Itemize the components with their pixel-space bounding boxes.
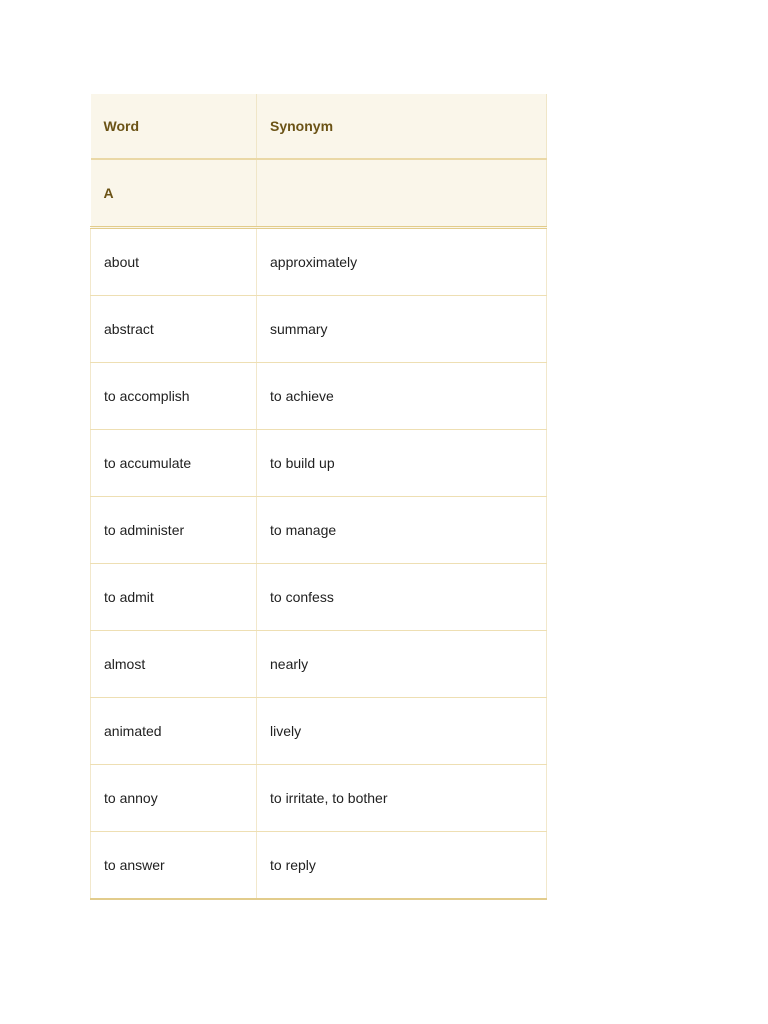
- word-cell: animated: [91, 698, 257, 765]
- table-row: [91, 228, 547, 296]
- table-row: [91, 363, 547, 430]
- word-cell: almost: [91, 631, 257, 698]
- word-cell: abstract: [91, 296, 257, 363]
- synonym-cell: lively: [257, 698, 547, 765]
- word-cell: to accumulate: [91, 430, 257, 497]
- header-synonym: Synonym: [257, 94, 547, 159]
- synonym-cell: nearly: [257, 631, 547, 698]
- table-row: [91, 296, 547, 363]
- synonym-table-container: [90, 94, 546, 900]
- table-row: [91, 765, 547, 832]
- synonym-cell: to achieve: [257, 363, 547, 430]
- synonym-cell: to build up: [257, 430, 547, 497]
- word-cell: about: [91, 228, 257, 296]
- table-row: [91, 564, 547, 631]
- header-word: Word: [91, 94, 257, 159]
- section-empty-cell: [257, 159, 547, 228]
- synonym-cell: to manage: [257, 497, 547, 564]
- table-row: [91, 698, 547, 765]
- synonym-cell: to irritate, to bother: [257, 765, 547, 832]
- table-row: [91, 430, 547, 497]
- word-cell: to answer: [91, 832, 257, 900]
- word-cell: to accomplish: [91, 363, 257, 430]
- synonym-cell: approximately: [257, 228, 547, 296]
- word-cell: to annoy: [91, 765, 257, 832]
- word-cell: to administer: [91, 497, 257, 564]
- synonym-table: [90, 94, 547, 900]
- section-letter: A: [91, 159, 257, 228]
- header-row: [91, 94, 547, 159]
- word-cell: to admit: [91, 564, 257, 631]
- section-row: [91, 159, 547, 228]
- table-row: [91, 631, 547, 698]
- synonym-cell: summary: [257, 296, 547, 363]
- synonym-cell: to reply: [257, 832, 547, 900]
- table-row: [91, 497, 547, 564]
- synonym-cell: to confess: [257, 564, 547, 631]
- table-row: [91, 832, 547, 900]
